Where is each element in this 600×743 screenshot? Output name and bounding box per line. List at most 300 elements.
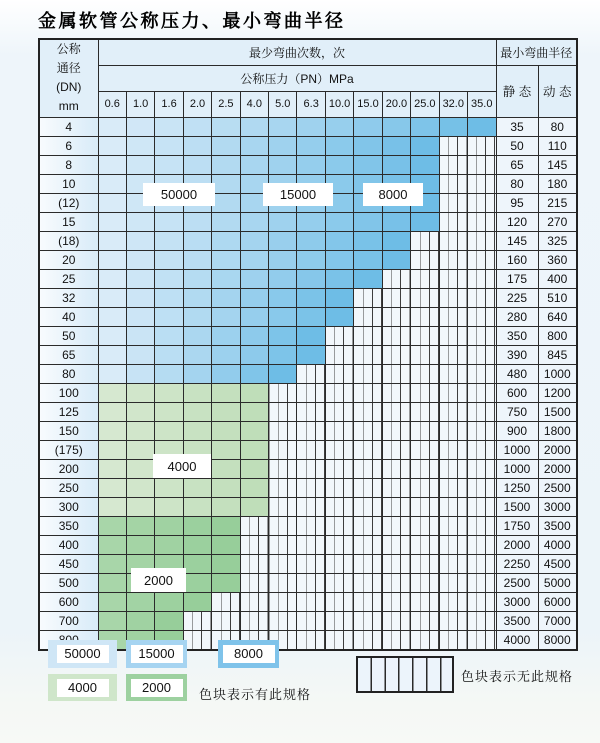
no-spec-cell <box>354 402 382 421</box>
no-spec-cell <box>354 630 382 650</box>
dynamic-value-cell: 7000 <box>538 611 577 630</box>
table-row <box>39 383 577 402</box>
dn-cell: 600 <box>39 592 98 611</box>
table-row <box>39 459 577 478</box>
no-spec-cell <box>439 193 467 212</box>
dn-cell: 8 <box>39 155 98 174</box>
legend-swatch-label: 8000 <box>223 645 275 663</box>
spec-cell <box>126 117 154 136</box>
spec-table-grid <box>38 38 578 651</box>
no-spec-cell <box>325 535 353 554</box>
spec-cell <box>325 117 353 136</box>
no-spec-cell <box>467 250 496 269</box>
table-row <box>39 117 577 136</box>
spec-cell <box>325 269 353 288</box>
legend-swatch-label: 15000 <box>131 645 183 663</box>
static-value-cell: 480 <box>496 364 538 383</box>
no-spec-cell <box>411 421 439 440</box>
no-spec-cell <box>439 440 467 459</box>
spec-cell <box>212 535 240 554</box>
spec-cell <box>354 155 382 174</box>
no-spec-cell <box>269 421 297 440</box>
table-row <box>39 630 577 650</box>
table-row <box>39 497 577 516</box>
spec-cell <box>240 231 268 250</box>
spec-cell <box>98 174 126 193</box>
cycle-count-label: 2000 <box>132 569 185 591</box>
spec-cell <box>126 155 154 174</box>
spec-cell <box>155 269 183 288</box>
spec-cell <box>212 326 240 345</box>
static-value-cell: 4000 <box>496 630 538 650</box>
spec-cell <box>411 136 439 155</box>
dn-cell: (12) <box>39 193 98 212</box>
dn-cell: 400 <box>39 535 98 554</box>
no-spec-cell <box>467 535 496 554</box>
spec-cell <box>354 231 382 250</box>
no-spec-cell <box>411 459 439 478</box>
pressure-header-cell: 25.0 <box>411 91 439 117</box>
no-spec-cell <box>467 326 496 345</box>
dn-header-line: mm <box>58 99 79 114</box>
spec-cell <box>354 250 382 269</box>
no-spec-cell <box>269 459 297 478</box>
legend-swatch-15000 <box>126 640 187 668</box>
dynamic-value-cell: 3500 <box>538 516 577 535</box>
dn-column-header <box>39 39 98 117</box>
no-spec-cell <box>297 554 325 573</box>
no-spec-cell <box>411 478 439 497</box>
spec-cell <box>212 516 240 535</box>
dynamic-value-cell: 110 <box>538 136 577 155</box>
spec-cell <box>269 155 297 174</box>
spec-cell <box>155 250 183 269</box>
dynamic-value-cell: 145 <box>538 155 577 174</box>
spec-cell <box>212 421 240 440</box>
table-row <box>39 554 577 573</box>
no-spec-cell <box>467 269 496 288</box>
no-spec-cell <box>297 611 325 630</box>
dynamic-value-cell: 4000 <box>538 535 577 554</box>
no-spec-cell <box>411 630 439 650</box>
no-spec-cell <box>382 364 410 383</box>
no-spec-cell <box>269 516 297 535</box>
no-spec-cell <box>467 288 496 307</box>
spec-cell <box>126 535 154 554</box>
no-spec-cell <box>439 155 467 174</box>
no-spec-cell <box>325 630 353 650</box>
spec-cell <box>155 535 183 554</box>
spec-cell <box>155 117 183 136</box>
spec-cell <box>297 117 325 136</box>
spec-cell <box>297 155 325 174</box>
dn-header-line: (DN) <box>56 80 82 95</box>
no-spec-cell <box>411 383 439 402</box>
no-spec-cell <box>467 364 496 383</box>
table-row <box>39 212 577 231</box>
no-spec-cell <box>411 364 439 383</box>
spec-cell <box>212 459 240 478</box>
spec-cell <box>382 212 410 231</box>
spec-cell <box>98 459 126 478</box>
static-value-cell: 1000 <box>496 459 538 478</box>
static-value-cell: 600 <box>496 383 538 402</box>
static-value-cell: 750 <box>496 402 538 421</box>
legend-swatch-8000 <box>218 640 279 668</box>
no-spec-cell <box>325 326 353 345</box>
no-spec-cell <box>439 516 467 535</box>
spec-cell <box>126 459 154 478</box>
dynamic-value-cell: 1800 <box>538 421 577 440</box>
spec-cell <box>212 193 240 212</box>
no-spec-cell <box>439 250 467 269</box>
no-spec-cell <box>411 345 439 364</box>
no-spec-cell <box>467 345 496 364</box>
no-spec-cell <box>240 573 268 592</box>
no-spec-cell <box>382 516 410 535</box>
table-row <box>39 478 577 497</box>
table-row <box>39 364 577 383</box>
spec-cell <box>297 212 325 231</box>
no-spec-cell <box>297 497 325 516</box>
dn-cell: 150 <box>39 421 98 440</box>
spec-cell <box>126 307 154 326</box>
no-spec-cell <box>297 383 325 402</box>
no-spec-cell <box>382 497 410 516</box>
no-spec-cell <box>382 345 410 364</box>
dynamic-column-header: 动 态 <box>538 65 577 117</box>
spec-cell <box>297 345 325 364</box>
spec-cell <box>126 326 154 345</box>
dn-header-line: 通径 <box>56 61 81 76</box>
dn-cell: 4 <box>39 117 98 136</box>
dn-cell: 50 <box>39 326 98 345</box>
no-spec-cell <box>297 592 325 611</box>
no-spec-cell <box>439 535 467 554</box>
no-spec-cell <box>382 478 410 497</box>
no-spec-cell <box>439 554 467 573</box>
dynamic-value-cell: 3000 <box>538 497 577 516</box>
no-spec-cell <box>354 288 382 307</box>
no-spec-cell <box>411 497 439 516</box>
no-spec-cell <box>382 535 410 554</box>
no-spec-cell <box>325 383 353 402</box>
no-spec-cell <box>240 611 268 630</box>
no-spec-cell <box>240 516 268 535</box>
no-spec-cell <box>382 307 410 326</box>
static-value-cell: 175 <box>496 269 538 288</box>
spec-cell <box>183 402 211 421</box>
no-spec-cell <box>297 440 325 459</box>
no-spec-cell <box>467 193 496 212</box>
static-value-cell: 2250 <box>496 554 538 573</box>
spec-cell <box>155 421 183 440</box>
spec-cell <box>98 478 126 497</box>
no-spec-cell <box>297 402 325 421</box>
dn-cell: 10 <box>39 174 98 193</box>
legend-no-spec-note: 色块表示无此规格 <box>461 669 574 684</box>
spec-cell <box>155 231 183 250</box>
spec-cell <box>240 383 268 402</box>
no-spec-cell <box>439 611 467 630</box>
spec-cell <box>240 212 268 231</box>
spec-cell <box>269 212 297 231</box>
legend-swatch-2000 <box>126 674 187 701</box>
no-spec-cell <box>382 288 410 307</box>
pressure-header-cell: 32.0 <box>439 91 467 117</box>
no-spec-cell <box>325 611 353 630</box>
table-row <box>39 250 577 269</box>
no-spec-cell <box>382 421 410 440</box>
dn-cell: 80 <box>39 364 98 383</box>
spec-cell <box>126 516 154 535</box>
no-spec-cell <box>354 592 382 611</box>
spec-cell <box>382 231 410 250</box>
spec-cell <box>240 117 268 136</box>
spec-cell <box>98 269 126 288</box>
no-spec-cell <box>439 136 467 155</box>
no-spec-cell <box>354 459 382 478</box>
no-spec-cell <box>297 516 325 535</box>
spec-cell <box>155 497 183 516</box>
spec-cell <box>98 402 126 421</box>
no-spec-cell <box>354 516 382 535</box>
no-spec-cell <box>354 345 382 364</box>
table-row <box>39 611 577 630</box>
dynamic-value-cell: 8000 <box>538 630 577 650</box>
no-spec-cell <box>411 326 439 345</box>
no-spec-cell <box>467 174 496 193</box>
pressure-header-cell: 15.0 <box>354 91 382 117</box>
no-spec-cell <box>467 630 496 650</box>
spec-cell <box>183 345 211 364</box>
no-spec-cell <box>325 478 353 497</box>
no-spec-cell <box>382 459 410 478</box>
no-spec-cell <box>325 421 353 440</box>
spec-cell <box>354 136 382 155</box>
dynamic-value-cell: 400 <box>538 269 577 288</box>
spec-cell <box>439 117 467 136</box>
no-spec-cell <box>382 269 410 288</box>
no-spec-cell <box>382 402 410 421</box>
spec-cell <box>240 497 268 516</box>
dynamic-value-cell: 5000 <box>538 573 577 592</box>
spec-cell <box>98 535 126 554</box>
pressure-header-cell: 10.0 <box>325 91 353 117</box>
spec-cell <box>183 478 211 497</box>
no-spec-cell <box>212 592 240 611</box>
spec-cell <box>269 345 297 364</box>
spec-cell <box>297 269 325 288</box>
spec-cell <box>212 383 240 402</box>
no-spec-cell <box>297 573 325 592</box>
no-spec-cell <box>382 383 410 402</box>
dynamic-value-cell: 2000 <box>538 440 577 459</box>
spec-cell <box>98 307 126 326</box>
spec-cell <box>98 592 126 611</box>
dynamic-value-cell: 325 <box>538 231 577 250</box>
spec-cell <box>98 155 126 174</box>
no-spec-cell <box>354 611 382 630</box>
spec-cell <box>212 250 240 269</box>
bend-cycles-header: 最少弯曲次数，次 <box>98 39 496 65</box>
no-spec-cell <box>467 592 496 611</box>
spec-cell <box>183 269 211 288</box>
table-row <box>39 155 577 174</box>
spec-cell <box>240 421 268 440</box>
no-spec-cell <box>439 269 467 288</box>
spec-cell <box>240 345 268 364</box>
spec-cell <box>98 345 126 364</box>
dn-cell: 32 <box>39 288 98 307</box>
spec-cell <box>212 345 240 364</box>
spec-cell <box>183 421 211 440</box>
static-value-cell: 225 <box>496 288 538 307</box>
dn-cell: 20 <box>39 250 98 269</box>
spec-cell <box>98 326 126 345</box>
spec-cell <box>411 155 439 174</box>
no-spec-cell <box>411 516 439 535</box>
spec-cell <box>155 155 183 174</box>
no-spec-cell <box>325 459 353 478</box>
spec-cell <box>98 117 126 136</box>
dynamic-value-cell: 2500 <box>538 478 577 497</box>
spec-cell <box>212 174 240 193</box>
legend-no-spec-box <box>356 656 454 693</box>
static-value-cell: 95 <box>496 193 538 212</box>
page-title: 金属软管公称压力、最小弯曲半径 <box>38 11 346 31</box>
no-spec-cell <box>240 535 268 554</box>
spec-cell <box>240 155 268 174</box>
no-spec-cell <box>325 497 353 516</box>
pressure-header-cell: 4.0 <box>240 91 268 117</box>
no-spec-cell <box>467 421 496 440</box>
spec-cell <box>269 269 297 288</box>
no-spec-cell <box>382 573 410 592</box>
legend-swatch-label: 50000 <box>57 645 109 663</box>
table-row <box>39 231 577 250</box>
spec-cell <box>126 212 154 231</box>
no-spec-cell <box>439 174 467 193</box>
dn-cell: (18) <box>39 231 98 250</box>
no-spec-cell <box>354 573 382 592</box>
spec-cell <box>411 212 439 231</box>
no-spec-cell <box>269 535 297 554</box>
spec-cell <box>98 212 126 231</box>
no-spec-cell <box>183 611 211 630</box>
dynamic-value-cell: 1500 <box>538 402 577 421</box>
no-spec-cell <box>240 592 268 611</box>
dynamic-value-cell: 1200 <box>538 383 577 402</box>
dn-header-line: 公称 <box>56 42 81 57</box>
spec-cell <box>155 307 183 326</box>
spec-cell <box>183 231 211 250</box>
legend-swatch-label: 2000 <box>131 679 183 697</box>
spec-cell <box>183 288 211 307</box>
spec-cell <box>126 288 154 307</box>
no-spec-cell <box>382 440 410 459</box>
spec-cell <box>212 212 240 231</box>
spec-cell <box>325 288 353 307</box>
spec-cell <box>183 592 211 611</box>
spec-cell <box>325 212 353 231</box>
spec-cell <box>155 364 183 383</box>
spec-cell <box>98 250 126 269</box>
dn-cell: 125 <box>39 402 98 421</box>
cycle-count-label: 4000 <box>154 455 210 477</box>
spec-cell <box>183 307 211 326</box>
dn-cell: 25 <box>39 269 98 288</box>
table-row <box>39 345 577 364</box>
no-spec-cell <box>297 630 325 650</box>
no-spec-cell <box>439 459 467 478</box>
no-spec-cell <box>439 592 467 611</box>
spec-cell <box>212 231 240 250</box>
spec-cell <box>212 573 240 592</box>
spec-cell <box>155 288 183 307</box>
spec-cell <box>126 383 154 402</box>
table-row <box>39 136 577 155</box>
no-spec-cell <box>269 573 297 592</box>
no-spec-cell <box>467 402 496 421</box>
no-spec-cell <box>354 497 382 516</box>
no-spec-cell <box>439 573 467 592</box>
spec-cell <box>183 136 211 155</box>
no-spec-cell <box>297 478 325 497</box>
pressure-header-cell: 2.5 <box>212 91 240 117</box>
static-value-cell: 350 <box>496 326 538 345</box>
table-row <box>39 573 577 592</box>
spec-cell <box>126 478 154 497</box>
no-spec-cell <box>297 535 325 554</box>
spec-cell <box>269 231 297 250</box>
spec-cell <box>212 269 240 288</box>
static-value-cell: 1500 <box>496 497 538 516</box>
spec-cell <box>126 497 154 516</box>
no-spec-cell <box>467 573 496 592</box>
dn-cell: 65 <box>39 345 98 364</box>
spec-cell <box>183 497 211 516</box>
spec-cell <box>382 250 410 269</box>
no-spec-cell <box>467 459 496 478</box>
table-row <box>39 288 577 307</box>
pressure-header-cell: 35.0 <box>467 91 496 117</box>
spec-cell <box>126 440 154 459</box>
spec-cell <box>155 516 183 535</box>
spec-cell <box>126 136 154 155</box>
no-spec-cell <box>354 307 382 326</box>
dynamic-value-cell: 845 <box>538 345 577 364</box>
table-row <box>39 326 577 345</box>
dynamic-value-cell: 180 <box>538 174 577 193</box>
no-spec-cell <box>411 440 439 459</box>
spec-cell <box>240 288 268 307</box>
spec-cell <box>155 136 183 155</box>
spec-cell <box>183 516 211 535</box>
spec-cell <box>98 516 126 535</box>
spec-cell <box>126 402 154 421</box>
spec-cell <box>183 250 211 269</box>
no-spec-cell <box>439 383 467 402</box>
spec-cell <box>212 288 240 307</box>
no-spec-cell <box>411 611 439 630</box>
spec-cell <box>269 364 297 383</box>
dynamic-value-cell: 270 <box>538 212 577 231</box>
spec-cell <box>382 136 410 155</box>
no-spec-cell <box>411 307 439 326</box>
no-spec-cell <box>439 307 467 326</box>
spec-cell <box>240 250 268 269</box>
